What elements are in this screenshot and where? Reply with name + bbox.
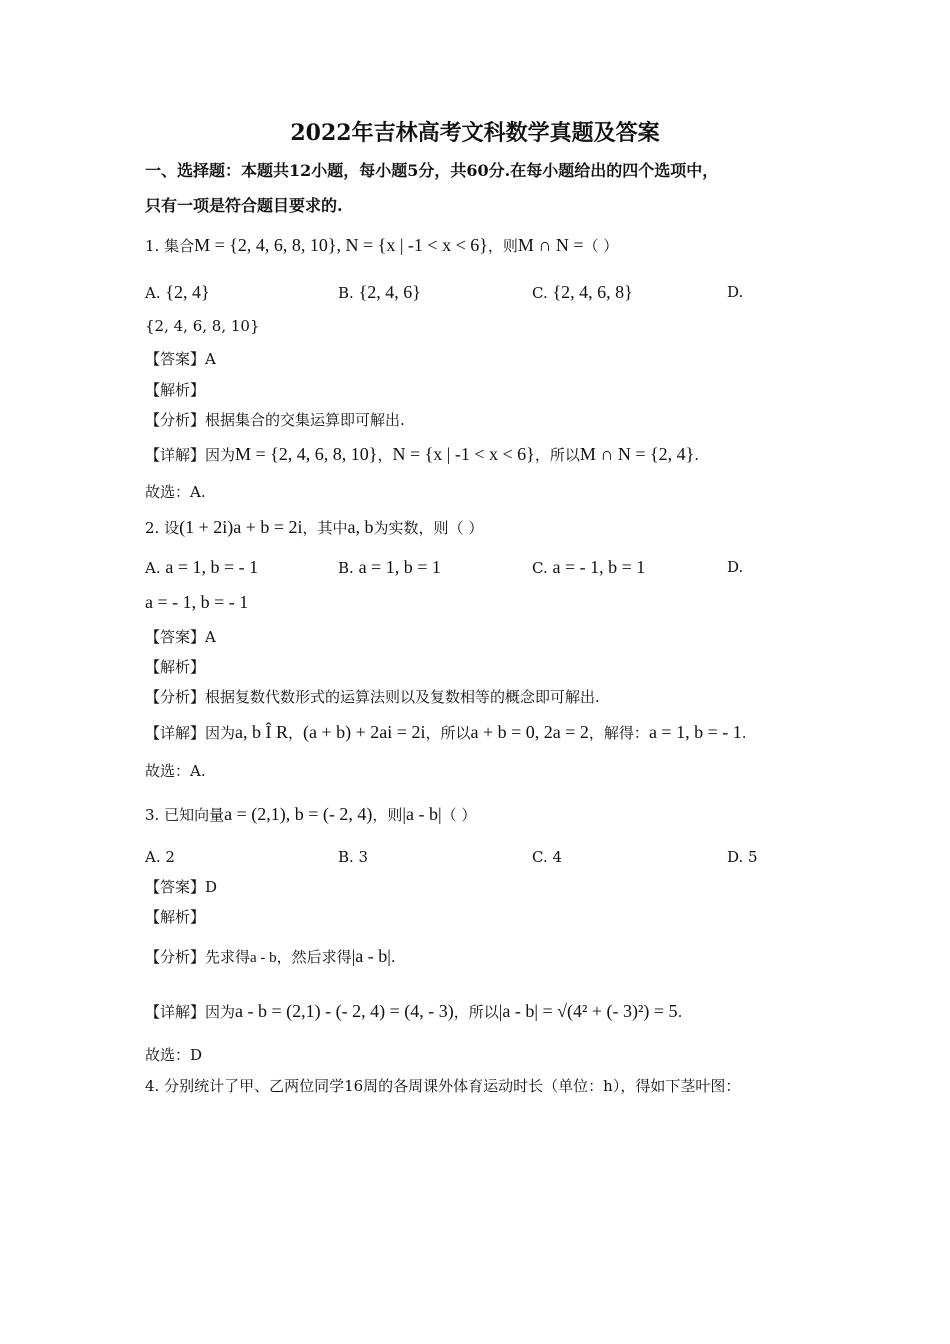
- q2-stem: 2. 设(1 + 2i)a + b = 2i，其中a, b为实数，则（ ）: [145, 517, 484, 537]
- q2-option-b: B. a = 1, b = 1: [338, 557, 441, 577]
- q2-choose: 故选：A.: [145, 762, 206, 780]
- q3-jiexi: 【解析】: [145, 908, 206, 926]
- q1-blank: （ ）: [583, 237, 619, 255]
- q3-option-d: D. 5: [727, 848, 758, 866]
- q3-stem: 3. 已知向量a = (2,1), b = (- 2, 4)，则|a - b|（ ）: [145, 804, 477, 824]
- q1-choose: 故选：A.: [145, 483, 206, 501]
- q2-option-d-label: D.: [727, 558, 744, 576]
- section-heading-line2: 只有一项是符合题目要求的.: [145, 196, 343, 215]
- q2-option-c: C. a = - 1, b = 1: [532, 557, 646, 577]
- q1-stem: [145, 234, 618, 257]
- q1-option-c: C. {2, 4, 6, 8}: [532, 282, 633, 302]
- q3-option-a: A. 2: [145, 848, 175, 866]
- q1-jiexi: 【解析】: [145, 381, 206, 399]
- q2-jiexi: 【解析】: [145, 658, 206, 676]
- q1-math-sets: M = {2, 4, 6, 8, 10}, N = {x | -1 < x < 6}: [194, 235, 488, 255]
- q2-option-a: A. a = 1, b = - 1: [145, 557, 259, 577]
- q1-option-b: B. {2, 4, 6}: [338, 282, 421, 302]
- q1-answer: 【答案】A: [145, 350, 216, 368]
- q1-detail: 【详解】因为M = {2, 4, 6, 8, 10}，N = {x | -1 < x < 6}，所以M ∩ N = {2, 4}.: [145, 444, 700, 464]
- q1-option-a: A. {2, 4}: [145, 282, 210, 302]
- q3-fenxi: 【分析】先求得a - b，然后求得|a - b|.: [145, 946, 396, 966]
- q1-option-d: {2, 4, 6, 8, 10}: [145, 317, 260, 335]
- q1-option-d-label: D.: [727, 283, 744, 301]
- q2-detail: 【详解】因为a, b Î R，(a + b) + 2ai = 2i，所以a + b = 0, 2a = 2，解得：a = 1, b = - 1.: [145, 722, 747, 742]
- q2-answer: 【答案】A: [145, 628, 216, 646]
- page-title: 2022年吉林高考文科数学真题及答案: [290, 120, 660, 146]
- section-heading-line1: 一、选择题：本题共12小题，每小题5分，共60分.在每小题给出的四个选项中，: [145, 161, 719, 180]
- q3-option-c: C. 4: [532, 848, 563, 866]
- q3-answer: 【答案】D: [145, 878, 218, 896]
- q2-fenxi: 【分析】根据复数代数形式的运算法则以及复数相等的概念即可解出.: [145, 688, 600, 706]
- q1-stem-text2: ，则: [487, 237, 518, 255]
- q3-detail: 【详解】因为a - b = (2,1) - (- 2, 4) = (4, - 3)，所以|a - b| = √(4² + (- 3)²) = 5.: [145, 1001, 683, 1021]
- q4-stem: 4. 分别统计了甲、乙两位同学16周的各周课外体育运动时长（单位：h），得如下茎叶图：: [145, 1077, 741, 1095]
- q1-stem-text: 1. 集合: [145, 237, 195, 255]
- q3-option-b: B. 3: [338, 848, 369, 866]
- q1-math-intersection: M ∩ N =: [517, 235, 584, 255]
- q1-fenxi: 【分析】根据集合的交集运算即可解出.: [145, 411, 405, 429]
- q3-choose: 故选：D: [145, 1046, 203, 1064]
- q2-option-d: a = - 1, b = - 1: [145, 592, 249, 612]
